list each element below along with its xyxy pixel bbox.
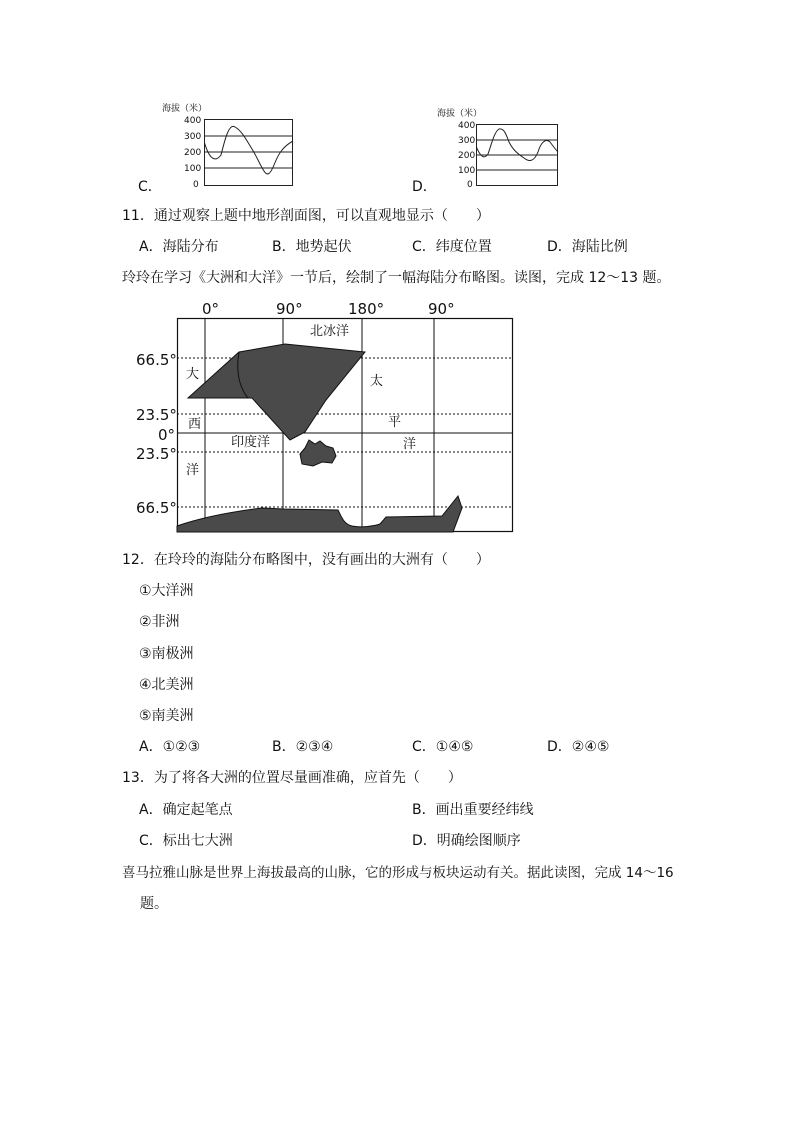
q12-item: ①大洋洲 (139, 583, 194, 599)
q12-option-b: B．②③④ (272, 739, 334, 755)
profile-d-option-label: D． (412, 179, 437, 195)
q13-option-d: D．明确绘图顺序 (412, 833, 521, 849)
q12-stem: 12．在玲玲的海陆分布略图中，没有画出的大洲有（ ） (122, 552, 490, 568)
q11-option-c: C．纬度位置 (412, 239, 492, 255)
profile-d-ylabel: 海拔（米） (437, 109, 483, 119)
profile-c-option-label: C． (138, 179, 162, 195)
intro-14-16-line2: 题。 (140, 896, 168, 912)
q13-option-a: A．确定起笔点 (139, 802, 233, 818)
profile-d-tick: 200 (458, 151, 476, 161)
lon-label-180: 180° (348, 300, 385, 318)
profile-d-chart (476, 124, 559, 187)
profile-c-tick: 300 (184, 132, 202, 142)
lat-label-66s: 66.5° (136, 499, 177, 517)
profile-c-tick: 400 (184, 116, 202, 126)
lat-label-66n: 66.5° (136, 351, 177, 369)
australia-shape (300, 440, 336, 466)
lon-label-0: 0° (202, 300, 220, 318)
q12-item: ②非洲 (139, 614, 180, 630)
label-atlantic-3: 洋 (186, 463, 200, 478)
label-atlantic-2: 西 (188, 417, 202, 432)
lat-label-0: 0° (158, 426, 176, 444)
q12-option-d: D．②④⑤ (547, 739, 610, 755)
label-pacific-2: 平 (388, 415, 402, 430)
profile-c-tick: 0 (193, 180, 199, 190)
profile-c-chart (204, 119, 294, 187)
q12-option-a: A．①②③ (139, 739, 201, 755)
q13-option-c: C．标出七大洲 (139, 833, 233, 849)
label-arctic-ocean: 北冰洋 (310, 324, 350, 339)
q11-stem: 11．通过观察上题中地形剖面图，可以直观地显示（ ） (122, 208, 490, 224)
q11-option-d: D．海陆比例 (547, 239, 628, 255)
intro-14-16-line1: 喜马拉雅山脉是世界上海拔最高的山脉，它的形成与板块运动有关。据此读图，完成 14～16 (122, 865, 674, 881)
lon-label-90e: 90° (276, 300, 303, 318)
profile-c-tick: 200 (184, 148, 202, 158)
label-pacific-3: 洋 (403, 437, 417, 452)
profile-c-ylabel: 海拔（米） (162, 104, 208, 114)
lon-label-90w: 90° (428, 300, 455, 318)
label-pacific-1: 太 (370, 374, 384, 389)
q12-item: ④北美洲 (139, 677, 194, 693)
lat-label-23n: 23.5° (136, 406, 177, 424)
q13-option-b: B．画出重要经纬线 (412, 802, 534, 818)
q12-option-c: C．①④⑤ (412, 739, 474, 755)
q12-item: ③南极洲 (139, 646, 194, 662)
lat-label-23s: 23.5° (136, 445, 177, 463)
profile-d-tick: 400 (458, 121, 476, 131)
q13-stem: 13．为了将各大洲的位置尽量画准确，应首先（ ） (122, 770, 462, 786)
q12-item: ⑤南美洲 (139, 708, 194, 724)
antarctica-shape (177, 496, 462, 532)
intro-12-13: 玲玲在学习《大洲和大洋》一节后，绘制了一幅海陆分布略图。读图，完成 12～13 题。 (122, 270, 671, 286)
profile-c-tick: 100 (184, 164, 202, 174)
q11-option-b: B．地势起伏 (272, 239, 352, 255)
profile-d-tick: 100 (458, 166, 476, 176)
q11-option-a: A．海陆分布 (139, 239, 219, 255)
label-indian-ocean: 印度洋 (231, 435, 271, 450)
label-atlantic-1: 大 (186, 367, 200, 382)
profile-d-tick: 0 (467, 180, 473, 190)
world-sketch-map (130, 296, 530, 536)
profile-d-tick: 300 (458, 136, 476, 146)
